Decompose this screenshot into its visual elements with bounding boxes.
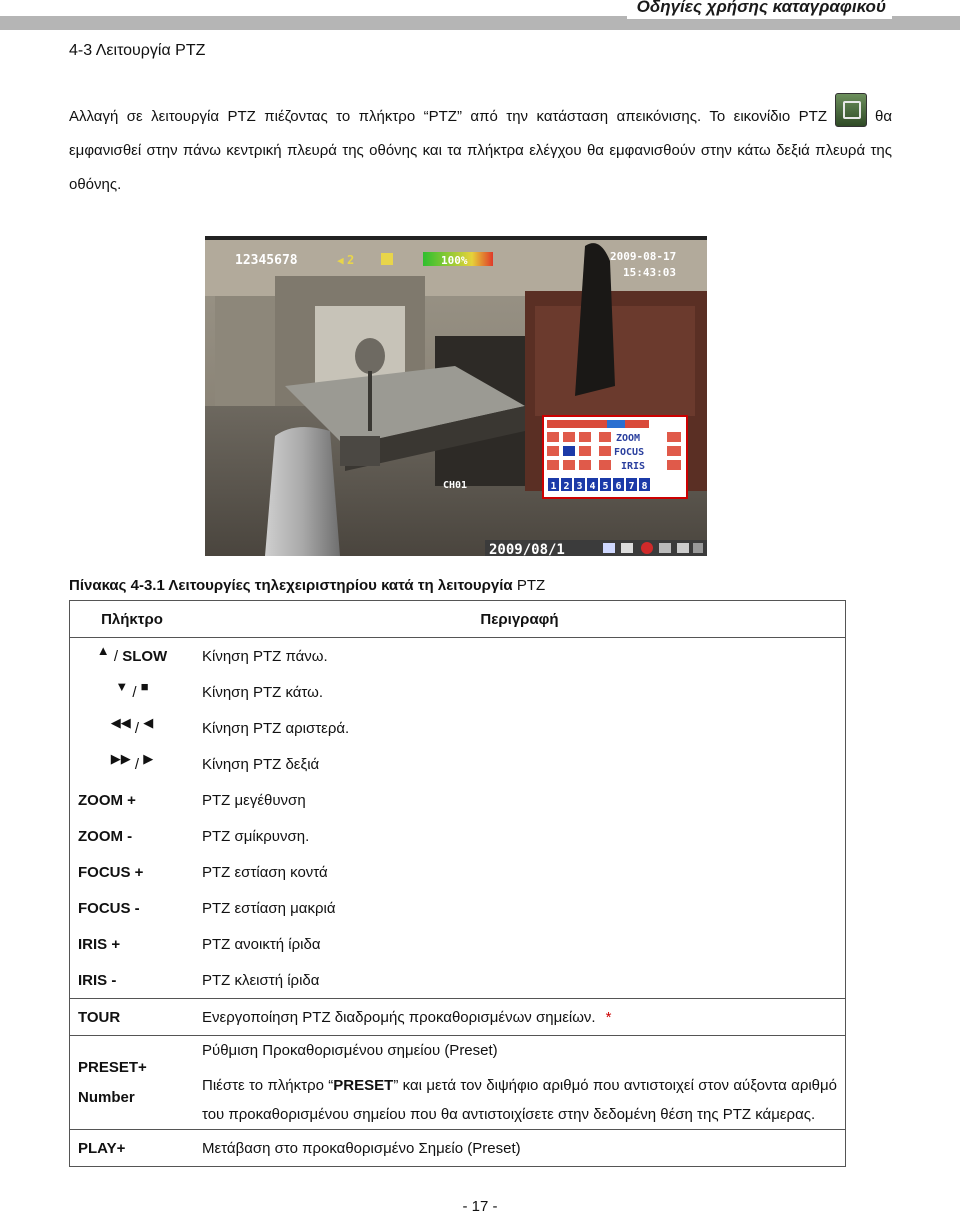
playback-icon: [621, 543, 633, 553]
key-focus-plus: FOCUS +: [70, 854, 195, 890]
desc-right: Κίνηση PTZ δεξιά: [194, 746, 846, 782]
arrow-right-icon: ▶: [143, 750, 154, 766]
key-separator: /: [134, 719, 140, 737]
ptz-osd-icon: [381, 253, 393, 265]
key-right: [70, 746, 195, 782]
desc-preset-body: Πιέστε το πλήκτρο “PRESET” και μετά τον διψήφιο αριθμό που αντιστοιχεί στον αύξοντα αριθμό του προκαθορισμένου σημείου που θα αντιστοιχίσετε στην δεδομένη θέση της PTZ κάμερας.: [202, 1077, 838, 1123]
key-zoom-plus: ZOOM +: [70, 782, 195, 818]
focus-label: FOCUS: [614, 447, 645, 458]
key-focus-minus: FOCUS -: [70, 890, 195, 926]
desc-focus-plus: PTZ εστίαση κοντά: [194, 854, 846, 890]
intro-paragraph: [69, 93, 892, 202]
key-separator: /: [134, 755, 140, 773]
intro-text-2: θα εμφανισθεί στην πάνω κεντρική πλευρά της οθόνης και τα πλήκτρα ελέγχου θα εμφανισθούν στην κάτω δεξιά πλευρά της οθόνης.: [69, 108, 892, 193]
desc-iris-plus: PTZ ανοικτή ίριδα: [194, 926, 846, 962]
stop-icon: ■: [140, 678, 149, 694]
iris-label: IRIS: [621, 461, 646, 472]
channel-numbers: 12345678: [235, 253, 298, 268]
desc-tour-text: Ενεργοποίηση PTZ διαδρομής προκαθορισμένων σημείων.: [202, 1008, 596, 1026]
network-icon: [659, 543, 671, 553]
key-label: SLOW: [122, 647, 168, 665]
key-separator: /: [113, 647, 119, 665]
alarm-icon: [641, 542, 653, 554]
ptz-icon: [835, 93, 867, 127]
table-caption-text: Πίνακας 4-3.1 Λειτουργίες τηλεχειριστηρίου κατά τη λειτουργία: [69, 577, 513, 594]
preset-number: 2: [563, 481, 570, 492]
table-caption: [69, 577, 545, 594]
arrow-up-icon: ▲: [96, 642, 110, 658]
page-number: - 17 -: [462, 1198, 498, 1215]
disk-icon: [693, 543, 703, 553]
table-caption-tail: PTZ: [516, 577, 546, 594]
hdd-percent: 100%: [441, 254, 468, 267]
audio-indicator-icon: ◀: [337, 254, 344, 267]
preset-number: 5: [602, 481, 609, 492]
key-zoom-minus: ZOOM -: [70, 818, 195, 854]
preset-number: 7: [628, 481, 635, 492]
section-title: 4-3 Λειτουργία PTZ: [69, 42, 206, 59]
desc-down: Κίνηση PTZ κάτω.: [194, 674, 846, 710]
preset-number: 6: [615, 481, 622, 492]
key-preset: [70, 1036, 195, 1130]
desc-tour: [194, 999, 846, 1036]
zoom-label: ZOOM: [616, 433, 641, 444]
osd-date: 2009-08-17: [610, 250, 677, 263]
key-left: [70, 710, 195, 746]
rewind-icon: ◀◀: [110, 714, 131, 730]
key-iris-plus: IRIS +: [70, 926, 195, 962]
fast-forward-icon: ▶▶: [110, 750, 131, 766]
desc-preset-pre: Πιέστε το πλήκτρο: [202, 1077, 324, 1094]
intro-text-1: Αλλαγή σε λειτουργία PTZ πιέζοντας το πλήκτρο “PTZ” από την κατάσταση απεικόνισης. Το εικονίδιο PTZ: [69, 108, 827, 125]
key-preset-line1: PRESET+: [78, 1058, 147, 1076]
desc-focus-minus: PTZ εστίαση μακριά: [194, 890, 846, 926]
ptz-control-panel: [543, 416, 687, 498]
key-play: PLAY+: [70, 1130, 195, 1167]
key-up: [70, 638, 195, 675]
arrow-left-icon: ◀: [143, 714, 154, 730]
key-tour: TOUR: [70, 999, 195, 1036]
desc-preset-post: και μετά τον διψήφιο αριθμό που αντιστοιχεί στον αύξοντα αριθμό του προκαθορισμένου σημείου που θα αντιστοιχίσετε στην δεδομένη θέση της PTZ κάμερας.: [202, 1077, 838, 1123]
desc-zoom-minus: PTZ σμίκρυνση.: [194, 818, 846, 854]
desc-play: Μετάβαση στο προκαθορισμένο Σημείο (Preset): [194, 1130, 846, 1167]
desc-preset-title: Ρύθμιση Προκαθορισμένου σημείου (Preset): [202, 1042, 498, 1059]
audio-channel: 2: [347, 253, 355, 267]
desc-left: Κίνηση PTZ αριστερά.: [194, 710, 846, 746]
desc-up: Κίνηση PTZ πάνω.: [194, 638, 846, 675]
preset-number: 3: [576, 481, 583, 492]
settings-icon: [677, 543, 689, 553]
document-title: Οδηγίες χρήσης καταγραφικού: [627, 0, 892, 19]
desc-iris-minus: PTZ κλειστή ίριδα: [194, 962, 846, 999]
osd-time: 15:43:03: [623, 266, 676, 279]
desc-preset-key: PRESET: [333, 1077, 394, 1094]
preset-number: 8: [641, 481, 648, 492]
key-preset-line2: Number: [78, 1088, 135, 1106]
preset-number: 1: [550, 481, 557, 492]
record-icon: [603, 543, 615, 553]
dvr-scene: [205, 236, 707, 556]
desc-zoom-plus: PTZ μεγέθυνση: [194, 782, 846, 818]
header-description: Περιγραφή: [194, 601, 846, 638]
channel-label: CH01: [443, 480, 468, 491]
key-separator: /: [132, 683, 137, 701]
key-down: [70, 674, 195, 710]
dvr-screenshot: [205, 236, 707, 556]
bottom-date: 2009/08/1: [489, 542, 565, 556]
arrow-down-icon: ▼: [115, 678, 129, 694]
key-iris-minus: IRIS -: [70, 962, 195, 999]
footnote-mark: *: [605, 1008, 612, 1026]
desc-preset: [194, 1036, 846, 1130]
ptz-remote-functions-table: [69, 600, 846, 1167]
preset-number: 4: [589, 481, 596, 492]
header-key: Πλήκτρο: [70, 601, 195, 638]
